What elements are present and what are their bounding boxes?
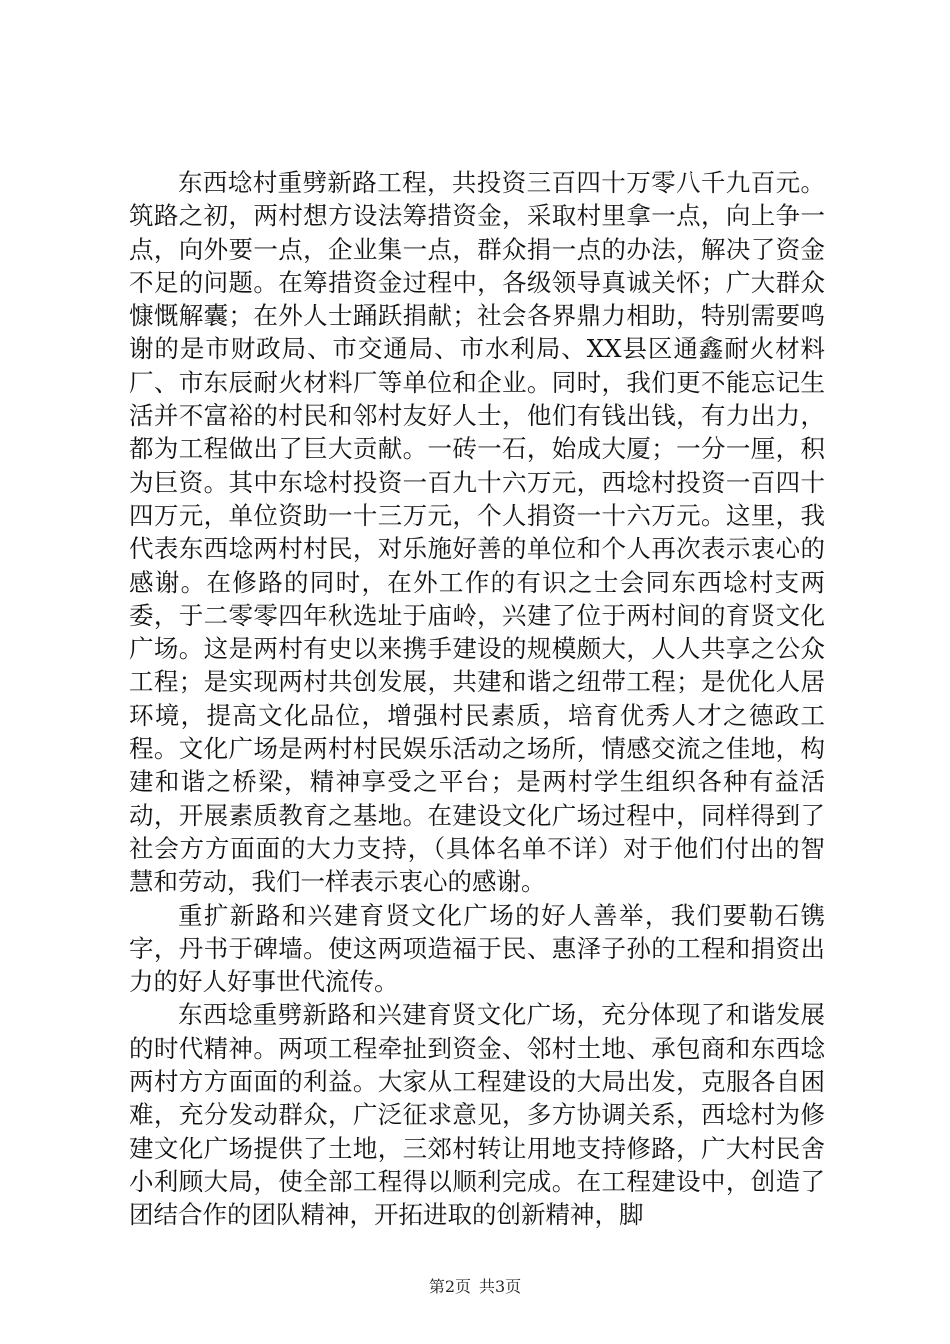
page-number-total: 共3页 <box>479 1277 522 1296</box>
paragraph-2: 重扩新路和兴建育贤文化广场的好人善举，我们要勒石镌字，丹书于碑墙。使这两项造福于民、惠泽子孙的工程和捐资出力的好人好事世代流传。 <box>129 900 825 997</box>
paragraph-1: 东西埝村重劈新路工程，共投资三百四十万零八千九百元。筑路之初，两村想方设法筹措资金，采取村里拿一点，向上争一点，向外要一点，企业集一点，群众捐一点的办法，解决了资金不足的问题。在筹措资金过程中，各级领导真诚关怀；广大群众慷慨解囊；在外人士踊跃捐献；社会各界鼎力相助，特别需要鸣谢的是市财政局、市交通局、市水利局、XX县区通鑫耐火材料厂、市东辰耐火材料厂等单位和企业。同时，我们更不能忘记生活并不富裕的村民和邻村友好人士，他们有钱出钱，有力出力，都为工程做出了巨大贡献。一砖一石，始成大厦；一分一厘，积为巨资。其中东埝村投资一百九十六万元，西埝村投资一百四十四万元，单位资助一十三万元，个人捐资一十六万元。这里，我代表东西埝两村村民，对乐施好善的单位和个人再次表示衷心的感谢。在修路的同时，在外工作的有识之士会同东西埝村支两委，于二零零四年秋选址于庙岭，兴建了位于两村间的育贤文化广场。这是两村有史以来携手建设的规模颇大，人人共享之公众工程；是实现两村共创发展，共建和谐之纽带工程；是优化人居环境，提高文化品位，增强村民素质，培育优秀人才之德政工程。文化广场是两村村民娱乐活动之场所，情感交流之佳地，构建和谐之桥梁，精神享受之平台；是两村学生组织各种有益活动，开展素质教育之基地。在建设文化广场过程中，同样得到了社会方方面面的大力支持，（具体名单不详）对于他们付出的智慧和劳动，我们一样表示衷心的感谢。 <box>129 168 825 897</box>
page-footer <box>0 1277 950 1297</box>
page-number-current: 第2页 <box>428 1277 471 1296</box>
document-body <box>129 166 825 1232</box>
paragraph-3: 东西埝重劈新路和兴建育贤文化广场，充分体现了和谐发展的时代精神。两项工程牵扯到资金、邻村土地、承包商和东西埝两村方方面面的利益。大家从工程建设的大局出发，克服各自困难，充分发动群众，广泛征求意见，多方协调关系，西埝村为修建文化广场提供了土地，三郊村转让用地支持修路，广大村民舍小利顾大局，使全部工程得以顺利完成。在工程建设中，创造了团结合作的团队精神，开拓进取的创新精神，脚 <box>129 1000 825 1230</box>
